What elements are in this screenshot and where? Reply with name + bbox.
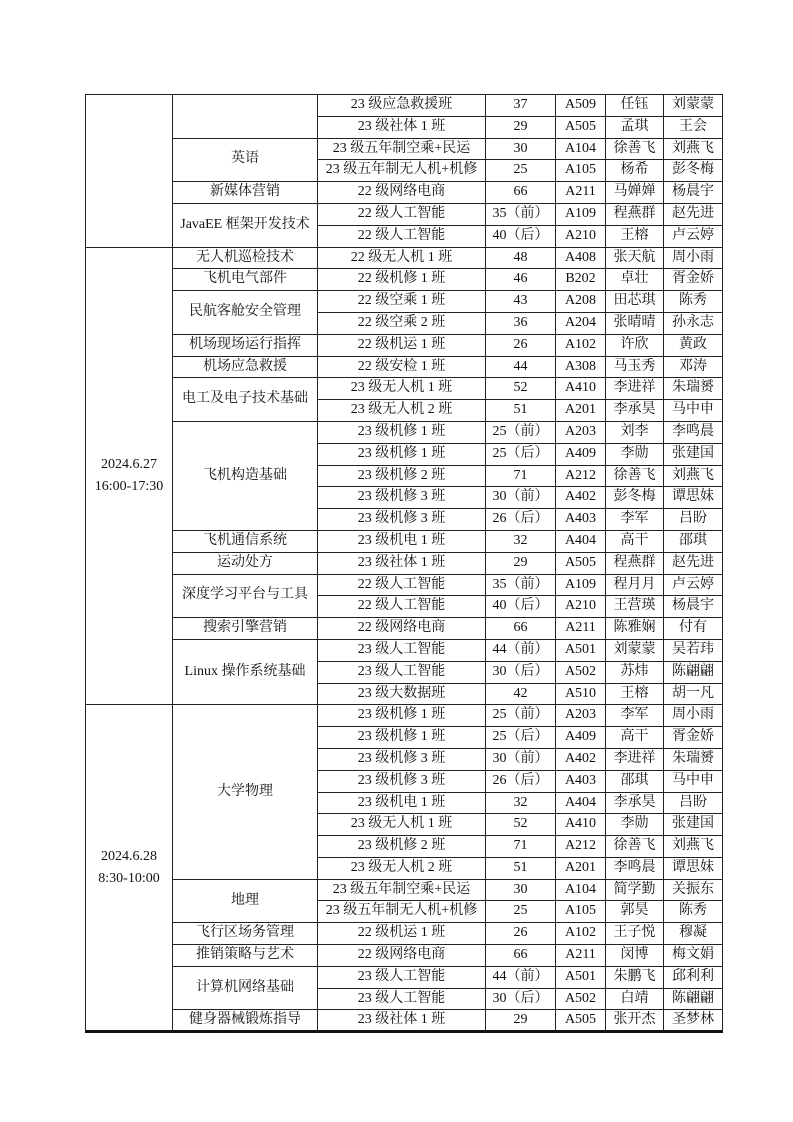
invigilator1-cell: 张天航 [606,247,664,269]
invigilator1-cell: 李承昊 [606,400,664,422]
date-cell [86,95,173,248]
room-cell: A402 [556,748,606,770]
student-count-cell: 40（后） [486,225,556,247]
room-cell: A102 [556,334,606,356]
table-row [86,334,723,356]
room-cell: A408 [556,247,606,269]
class-cell: 22 级网络电商 [318,945,486,967]
room-cell: A211 [556,182,606,204]
invigilator1-cell: 任钰 [606,95,664,117]
table-row [86,705,723,727]
class-cell: 23 级机修 1 班 [318,705,486,727]
student-count-cell: 51 [486,857,556,879]
student-count-cell: 52 [486,378,556,400]
invigilator1-cell: 李勋 [606,814,664,836]
subject-cell: 英语 [173,138,318,182]
subject-cell: 运动处方 [173,552,318,574]
invigilator1-cell: 彭冬梅 [606,487,664,509]
subject-cell: 深度学习平台与工具 [173,574,318,618]
room-cell: A212 [556,465,606,487]
student-count-cell: 25（前） [486,421,556,443]
table-row [86,247,723,269]
room-cell: A409 [556,727,606,749]
invigilator2-cell: 吴若玮 [664,639,723,661]
schedule-table-container [85,94,723,1033]
student-count-cell: 71 [486,836,556,858]
table-row [86,945,723,967]
class-cell: 22 级安检 1 班 [318,356,486,378]
room-cell: A502 [556,661,606,683]
invigilator2-cell: 胥金娇 [664,727,723,749]
table-row [86,923,723,945]
invigilator2-cell: 杨晨宇 [664,182,723,204]
invigilator2-cell: 陈秀 [664,291,723,313]
subject-cell: 飞机构造基础 [173,421,318,530]
exam-schedule-table [85,94,723,1033]
room-cell: A505 [556,552,606,574]
invigilator1-cell: 李勋 [606,443,664,465]
class-cell: 22 级空乘 2 班 [318,312,486,334]
subject-cell: 电工及电子技术基础 [173,378,318,422]
student-count-cell: 26 [486,334,556,356]
invigilator1-cell: 刘蒙蒙 [606,639,664,661]
room-cell: A210 [556,596,606,618]
invigilator2-cell: 马中申 [664,400,723,422]
table-row [86,269,723,291]
student-count-cell: 26（后） [486,509,556,531]
class-cell: 23 级无人机 1 班 [318,378,486,400]
table-row [86,378,723,400]
invigilator2-cell: 付有 [664,618,723,640]
table-row [86,639,723,661]
class-cell: 22 级人工智能 [318,225,486,247]
invigilator2-cell: 刘燕飞 [664,836,723,858]
student-count-cell: 30（后） [486,988,556,1010]
room-cell: A210 [556,225,606,247]
invigilator2-cell: 邓涛 [664,356,723,378]
class-cell: 23 级无人机 2 班 [318,857,486,879]
class-cell: 23 级机修 1 班 [318,443,486,465]
invigilator2-cell: 刘燕飞 [664,138,723,160]
invigilator2-cell: 陈翩翩 [664,661,723,683]
class-cell: 23 级五年制无人机+机修 [318,901,486,923]
room-cell: A105 [556,160,606,182]
invigilator2-cell: 邵琪 [664,530,723,552]
room-cell: A502 [556,988,606,1010]
class-cell: 23 级五年制无人机+机修 [318,160,486,182]
table-row [86,530,723,552]
room-cell: A505 [556,1010,606,1032]
student-count-cell: 32 [486,792,556,814]
invigilator2-cell: 马中申 [664,770,723,792]
room-cell: A104 [556,879,606,901]
student-count-cell: 30 [486,879,556,901]
room-cell: B202 [556,269,606,291]
invigilator1-cell: 张开杰 [606,1010,664,1032]
class-cell: 23 级机电 1 班 [318,792,486,814]
room-cell: A410 [556,814,606,836]
subject-cell: Linux 操作系统基础 [173,639,318,704]
room-cell: A510 [556,683,606,705]
class-cell: 23 级人工智能 [318,966,486,988]
class-cell: 23 级机修 3 班 [318,748,486,770]
table-row [86,182,723,204]
room-cell: A509 [556,95,606,117]
invigilator2-cell: 卢云婷 [664,225,723,247]
invigilator1-cell: 王榕 [606,683,664,705]
student-count-cell: 25（前） [486,705,556,727]
student-count-cell: 30（前） [486,487,556,509]
invigilator1-cell: 马玉秀 [606,356,664,378]
student-count-cell: 35（前） [486,574,556,596]
time-text: 8:30-10:00 [98,870,160,886]
class-cell: 22 级网络电商 [318,618,486,640]
student-count-cell: 66 [486,182,556,204]
invigilator1-cell: 陈雅娴 [606,618,664,640]
class-cell: 22 级机修 1 班 [318,269,486,291]
subject-cell: 健身器械锻炼指导 [173,1010,318,1032]
invigilator2-cell: 陈秀 [664,901,723,923]
class-cell: 23 级社体 1 班 [318,1010,486,1032]
date-text: 2024.6.27 [101,456,157,472]
table-row [86,618,723,640]
date-cell [86,247,173,705]
student-count-cell: 44 [486,356,556,378]
class-cell: 23 级无人机 1 班 [318,814,486,836]
invigilator2-cell: 朱瑞赟 [664,748,723,770]
invigilator2-cell: 陈翩翩 [664,988,723,1010]
student-count-cell: 71 [486,465,556,487]
room-cell: A104 [556,138,606,160]
subject-cell: 机场现场运行指挥 [173,334,318,356]
student-count-cell: 32 [486,530,556,552]
invigilator2-cell: 朱瑞赟 [664,378,723,400]
invigilator2-cell: 赵先进 [664,552,723,574]
invigilator1-cell: 张晴晴 [606,312,664,334]
table-row [86,1010,723,1032]
invigilator2-cell: 谭思妹 [664,857,723,879]
invigilator1-cell: 徐善飞 [606,138,664,160]
invigilator2-cell: 吕盼 [664,792,723,814]
room-cell: A501 [556,639,606,661]
subject-cell: 飞机电气部件 [173,269,318,291]
invigilator1-cell: 田芯琪 [606,291,664,313]
class-cell: 23 级人工智能 [318,661,486,683]
table-row [86,421,723,443]
invigilator1-cell: 刘李 [606,421,664,443]
room-cell: A208 [556,291,606,313]
student-count-cell: 44（前） [486,639,556,661]
invigilator1-cell: 苏炜 [606,661,664,683]
class-cell: 23 级机修 2 班 [318,465,486,487]
invigilator1-cell: 高干 [606,530,664,552]
invigilator2-cell: 谭思妹 [664,487,723,509]
subject-cell: 无人机巡检技术 [173,247,318,269]
invigilator1-cell: 程燕群 [606,552,664,574]
class-cell: 23 级无人机 2 班 [318,400,486,422]
student-count-cell: 25（后） [486,443,556,465]
invigilator2-cell: 周小雨 [664,705,723,727]
subject-cell: 新媒体营销 [173,182,318,204]
table-row [86,203,723,225]
class-cell: 23 级应急救援班 [318,95,486,117]
student-count-cell: 66 [486,618,556,640]
invigilator1-cell: 程燕群 [606,203,664,225]
subject-cell: 民航客舱安全管理 [173,291,318,335]
invigilator1-cell: 孟琪 [606,116,664,138]
room-cell: A211 [556,618,606,640]
student-count-cell: 26 [486,923,556,945]
invigilator2-cell: 圣梦林 [664,1010,723,1032]
room-cell: A105 [556,901,606,923]
date-text: 2024.6.28 [101,848,157,864]
room-cell: A211 [556,945,606,967]
student-count-cell: 30（后） [486,661,556,683]
invigilator1-cell: 李军 [606,705,664,727]
room-cell: A404 [556,530,606,552]
invigilator2-cell: 孙永志 [664,312,723,334]
class-cell: 23 级大数据班 [318,683,486,705]
subject-cell [173,95,318,139]
invigilator1-cell: 李军 [606,509,664,531]
room-cell: A201 [556,400,606,422]
class-cell: 23 级社体 1 班 [318,552,486,574]
invigilator1-cell: 王营瑛 [606,596,664,618]
class-cell: 23 级人工智能 [318,639,486,661]
table-row [86,879,723,901]
subject-cell: 机场应急救援 [173,356,318,378]
room-cell: A102 [556,923,606,945]
class-cell: 23 级五年制空乘+民运 [318,879,486,901]
invigilator2-cell: 杨晨宇 [664,596,723,618]
subject-cell: JavaEE 框架开发技术 [173,203,318,247]
student-count-cell: 36 [486,312,556,334]
room-cell: A505 [556,116,606,138]
class-cell: 23 级机修 1 班 [318,727,486,749]
invigilator2-cell: 关振东 [664,879,723,901]
invigilator1-cell: 王子悦 [606,923,664,945]
invigilator1-cell: 高干 [606,727,664,749]
student-count-cell: 37 [486,95,556,117]
subject-cell: 飞机通信系统 [173,530,318,552]
table-row [86,356,723,378]
room-cell: A203 [556,705,606,727]
table-row [86,966,723,988]
room-cell: A109 [556,203,606,225]
student-count-cell: 29 [486,552,556,574]
invigilator1-cell: 邵琪 [606,770,664,792]
class-cell: 22 级无人机 1 班 [318,247,486,269]
invigilator1-cell: 李进祥 [606,378,664,400]
room-cell: A109 [556,574,606,596]
invigilator2-cell: 梅文娟 [664,945,723,967]
invigilator2-cell: 卢云婷 [664,574,723,596]
class-cell: 23 级机修 3 班 [318,770,486,792]
room-cell: A402 [556,487,606,509]
invigilator2-cell: 刘燕飞 [664,465,723,487]
invigilator2-cell: 彭冬梅 [664,160,723,182]
table-row [86,552,723,574]
student-count-cell: 42 [486,683,556,705]
subject-cell: 搜索引擎营销 [173,618,318,640]
class-cell: 23 级机电 1 班 [318,530,486,552]
student-count-cell: 44（前） [486,966,556,988]
class-cell: 22 级网络电商 [318,182,486,204]
class-cell: 23 级机修 2 班 [318,836,486,858]
class-cell: 22 级空乘 1 班 [318,291,486,313]
class-cell: 22 级人工智能 [318,203,486,225]
student-count-cell: 66 [486,945,556,967]
invigilator1-cell: 杨希 [606,160,664,182]
invigilator1-cell: 徐善飞 [606,836,664,858]
invigilator2-cell: 吕盼 [664,509,723,531]
table-row [86,95,723,117]
invigilator1-cell: 王榕 [606,225,664,247]
invigilator1-cell: 李承昊 [606,792,664,814]
class-cell: 23 级社体 1 班 [318,116,486,138]
invigilator1-cell: 徐善飞 [606,465,664,487]
student-count-cell: 25 [486,160,556,182]
invigilator2-cell: 王会 [664,116,723,138]
class-cell: 23 级机修 3 班 [318,487,486,509]
invigilator1-cell: 闵博 [606,945,664,967]
subject-cell: 地理 [173,879,318,923]
invigilator2-cell: 张建国 [664,814,723,836]
student-count-cell: 52 [486,814,556,836]
student-count-cell: 30 [486,138,556,160]
subject-cell: 飞行区场务管理 [173,923,318,945]
student-count-cell: 29 [486,116,556,138]
room-cell: A409 [556,443,606,465]
invigilator1-cell: 李鸣晨 [606,857,664,879]
date-cell [86,705,173,1032]
class-cell: 23 级机修 1 班 [318,421,486,443]
room-cell: A410 [556,378,606,400]
student-count-cell: 40（后） [486,596,556,618]
room-cell: A403 [556,770,606,792]
student-count-cell: 46 [486,269,556,291]
invigilator2-cell: 李鸣晨 [664,421,723,443]
room-cell: A308 [556,356,606,378]
invigilator2-cell: 胡一凡 [664,683,723,705]
room-cell: A201 [556,857,606,879]
student-count-cell: 35（前） [486,203,556,225]
student-count-cell: 43 [486,291,556,313]
invigilator2-cell: 刘蒙蒙 [664,95,723,117]
room-cell: A403 [556,509,606,531]
student-count-cell: 25 [486,901,556,923]
invigilator2-cell: 穆凝 [664,923,723,945]
class-cell: 22 级机运 1 班 [318,334,486,356]
invigilator1-cell: 卓壮 [606,269,664,291]
schedule-table-body [86,95,723,1032]
time-text: 16:00-17:30 [94,478,164,494]
invigilator1-cell: 许欣 [606,334,664,356]
invigilator2-cell: 周小雨 [664,247,723,269]
room-cell: A404 [556,792,606,814]
invigilator1-cell: 简学勤 [606,879,664,901]
class-cell: 23 级机修 3 班 [318,509,486,531]
room-cell: A203 [556,421,606,443]
room-cell: A212 [556,836,606,858]
room-cell: A204 [556,312,606,334]
student-count-cell: 48 [486,247,556,269]
invigilator2-cell: 黄政 [664,334,723,356]
table-row [86,574,723,596]
invigilator1-cell: 朱鹏飞 [606,966,664,988]
table-row [86,291,723,313]
student-count-cell: 51 [486,400,556,422]
invigilator1-cell: 白靖 [606,988,664,1010]
student-count-cell: 26（后） [486,770,556,792]
class-cell: 23 级人工智能 [318,988,486,1010]
student-count-cell: 30（前） [486,748,556,770]
invigilator2-cell: 邱利利 [664,966,723,988]
class-cell: 23 级五年制空乘+民运 [318,138,486,160]
invigilator2-cell: 赵先进 [664,203,723,225]
invigilator1-cell: 郭昊 [606,901,664,923]
subject-cell: 大学物理 [173,705,318,879]
class-cell: 22 级机运 1 班 [318,923,486,945]
student-count-cell: 29 [486,1010,556,1032]
subject-cell: 计算机网络基础 [173,966,318,1010]
invigilator1-cell: 马婵婵 [606,182,664,204]
class-cell: 22 级人工智能 [318,574,486,596]
class-cell: 22 级人工智能 [318,596,486,618]
invigilator2-cell: 张建国 [664,443,723,465]
subject-cell: 推销策略与艺术 [173,945,318,967]
room-cell: A501 [556,966,606,988]
invigilator2-cell: 胥金娇 [664,269,723,291]
table-row [86,138,723,160]
invigilator1-cell: 李进祥 [606,748,664,770]
student-count-cell: 25（后） [486,727,556,749]
invigilator1-cell: 程月月 [606,574,664,596]
